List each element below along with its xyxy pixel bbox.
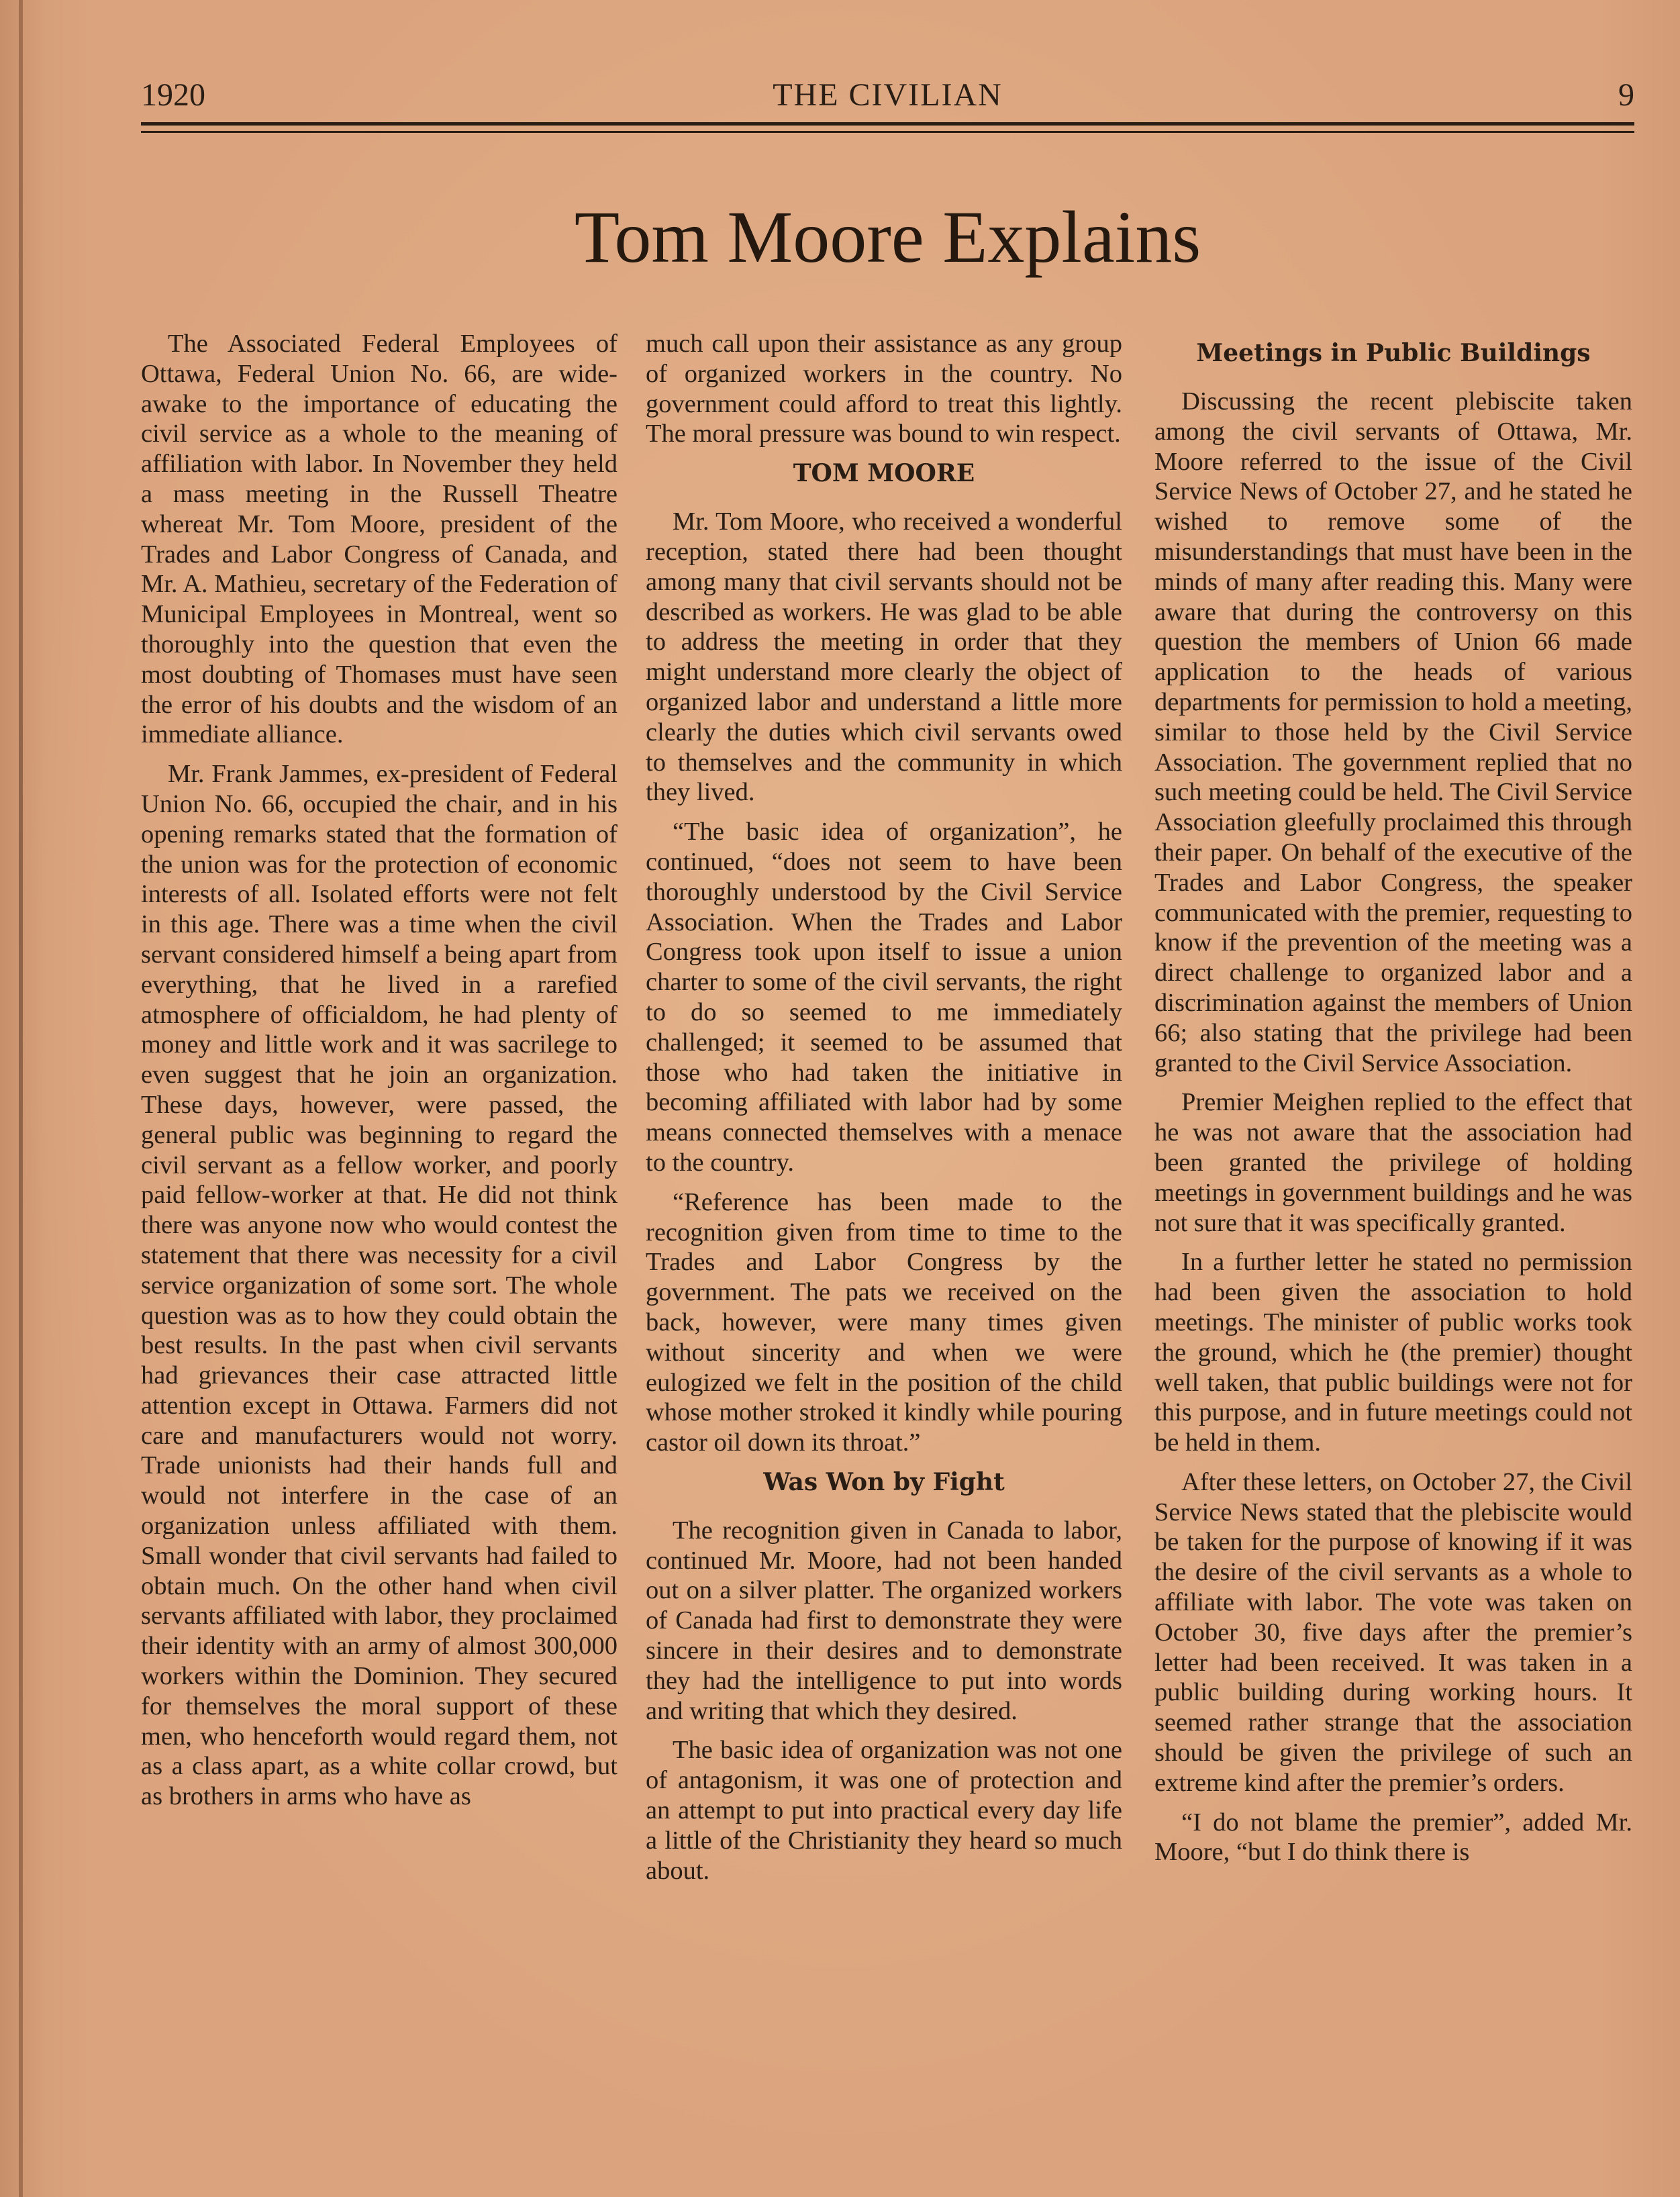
paragraph: In a further letter he stated no permission had been given the association to hold meetings. The minister of public works took the ground, which he (the premier) thought well taken, that public buildings were not for this purpose, and in future meetings could not be held in them. bbox=[1154, 1248, 1632, 1457]
paragraph: “I do not blame the premier”, added Mr. Moore, “but I do think there is bbox=[1154, 1808, 1632, 1867]
page-header bbox=[141, 75, 1634, 115]
subheading-was-won-by-fight: Was Won by Fight bbox=[763, 1467, 1005, 1496]
paragraph: Mr. Frank Jammes, ex-president of Federal Union No. 66, occupied the chair, and in his opening remarks stated that the formation of the union was for the protection of economic interests of all. Isolated efforts were not felt in this age. There was a time when the civil servant considered himself a being apart from everything, that he lived in a rarefied atmosphere of officialdom, he had plenty of money and little work and it was sacrilege to even suggest that he join an organization. These days, however, were passed, the general public was beginning to regard the civil servant as a fellow worker, and poorly paid fellow-worker at that. He did not think there was anyone now who would contest the statement that there was necessity for a civil service organization of some sort. The whole question was as to how they could obtain the best results. In the past when civil servants had grievances their case attracted little attention except in Ottawa. Farmers did not care and manufacturers would not worry. Trade unionists had their hands full and would not interfere in the case of an organization unless affiliated with them. Small wonder that civil servants had failed to obtain much. On the other hand when civil servants affiliated with labor, they proclaimed their identity with an army of almost 300,000 workers within the Dominion. They secured for themselves the moral support of these men, who henceforth would regard them, not as a class apart, as a white collar crowd, but as brothers in arms who have as bbox=[141, 760, 617, 1811]
article-column-2 bbox=[646, 329, 1122, 1895]
header-rule-thick bbox=[141, 122, 1634, 126]
paragraph: “The basic idea of organization”, he continued, “does not seem to have been thoroughly understood by the Civil Service Association. When the Trades and Labor Congress took upon itself to issue a union charter to some of the civil servants, the right to do so seemed to me immediately challenged; it seemed to be assumed that those who had taken the initiative in becoming affiliated with labor had by some means connected themselves with a menace to the country. bbox=[646, 818, 1122, 1177]
article-column-3 bbox=[1154, 329, 1632, 1877]
paragraph: Mr. Tom Moore, who received a wonderful reception, stated there had been thought among many that civil servants should not be described as workers. He was glad to be able to address the meeting in order that they might understand more clearly the object of organized labor and understand a little more clearly the duties which civil servants owed to themselves and the community in which they lived. bbox=[646, 507, 1122, 807]
header-publication-name: THE CIVILIAN bbox=[773, 77, 1003, 113]
paragraph: “Reference has been made to the recognition given from time to time to the Trades and Labor Congress by the government. The pats we received on the back, however, were many times given without sincerity and when we were eulogized we felt in the position of the child whose mother stroked it kindly while pouring castor oil down its throat.” bbox=[646, 1187, 1122, 1457]
paragraph: Discussing the recent plebiscite taken among the civil servants of Ottawa, Mr. Moore referred to the issue of the Civil Service News of October 27, and he stated he wished to remove some of the misunderstandings that must have been in the minds of many after reading this. Many were aware that during the controversy on this question the members of Union 66 made application to the heads of various departments for permission to hold a meeting, similar to those held by the Civil Service Association. The government replied that no such meeting could be held. The Civil Service Association gleefully proclaimed this through their paper. On behalf of the executive of the Trades and Labor Congress, the speaker communicated with the premier, requesting to know if the prevention of the meeting was a direct challenge to organized labor and a discrimination against the members of Union 66; also stating that the privilege had been granted to the Civil Service Association. bbox=[1154, 387, 1632, 1077]
paragraph: Premier Meighen replied to the effect that he was not aware that the association had been granted the privilege of holding meetings in government buildings and he was not sure that it was specifically granted. bbox=[1154, 1088, 1632, 1237]
paragraph: The basic idea of organization was not one of antagonism, it was one of protection and an attempt to put into practical every day life a little of the Christianity they heard so much about. bbox=[646, 1736, 1122, 1885]
article-title: Tom Moore Explains bbox=[574, 196, 1201, 278]
paragraph: much call upon their assistance as any group of organized workers in the country. No government could afford to treat this lightly. The moral pressure was bound to win respect. bbox=[646, 330, 1122, 448]
subheading-meetings-in-public-buildings: Meetings in Public Buildings bbox=[1196, 339, 1591, 367]
header-page-number: 9 bbox=[1618, 77, 1634, 113]
paragraph: The recognition given in Canada to labor, continued Mr. Moore, had not been handed out on a silver platter. The organized workers of Canada had first to demonstrate they were sincere in their desires and to demonstrate they had the intelligence to put into words and writing that which they desired. bbox=[646, 1516, 1122, 1725]
paragraph: The Associated Federal Employees of Ottawa, Federal Union No. 66, are wide-awake to the importance of educating the civil service as a whole to the meaning of affiliation with labor. In November they held a mass meeting in the Russell Theatre whereat Mr. Tom Moore, president of the Trades and Labor Congress of Canada, and Mr. A. Mathieu, secretary of the Federation of Municipal Employees in Montreal, went so thoroughly into the question that even the most doubting of Thomases must have seen the error of his doubts and the wisdom of an immediate alliance. bbox=[141, 330, 617, 749]
header-rule-thin bbox=[141, 131, 1634, 133]
article-column-1 bbox=[141, 329, 617, 1821]
header-year: 1920 bbox=[141, 77, 205, 113]
page-binding-edge bbox=[19, 0, 23, 2197]
paragraph: After these letters, on October 27, the Civil Service News stated that the plebiscite would be taken for the purpose of knowing if it was the desire of the civil servants as a whole to affiliate with labor. The vote was taken on October 30, five days after the premier’s letter had been received. It was taken in a public building during working hours. It seemed rather strange that the association should be given the privilege of such an extreme kind after the premier’s orders. bbox=[1154, 1467, 1632, 1797]
subheading-tom-moore: TOM MOORE bbox=[793, 459, 975, 488]
